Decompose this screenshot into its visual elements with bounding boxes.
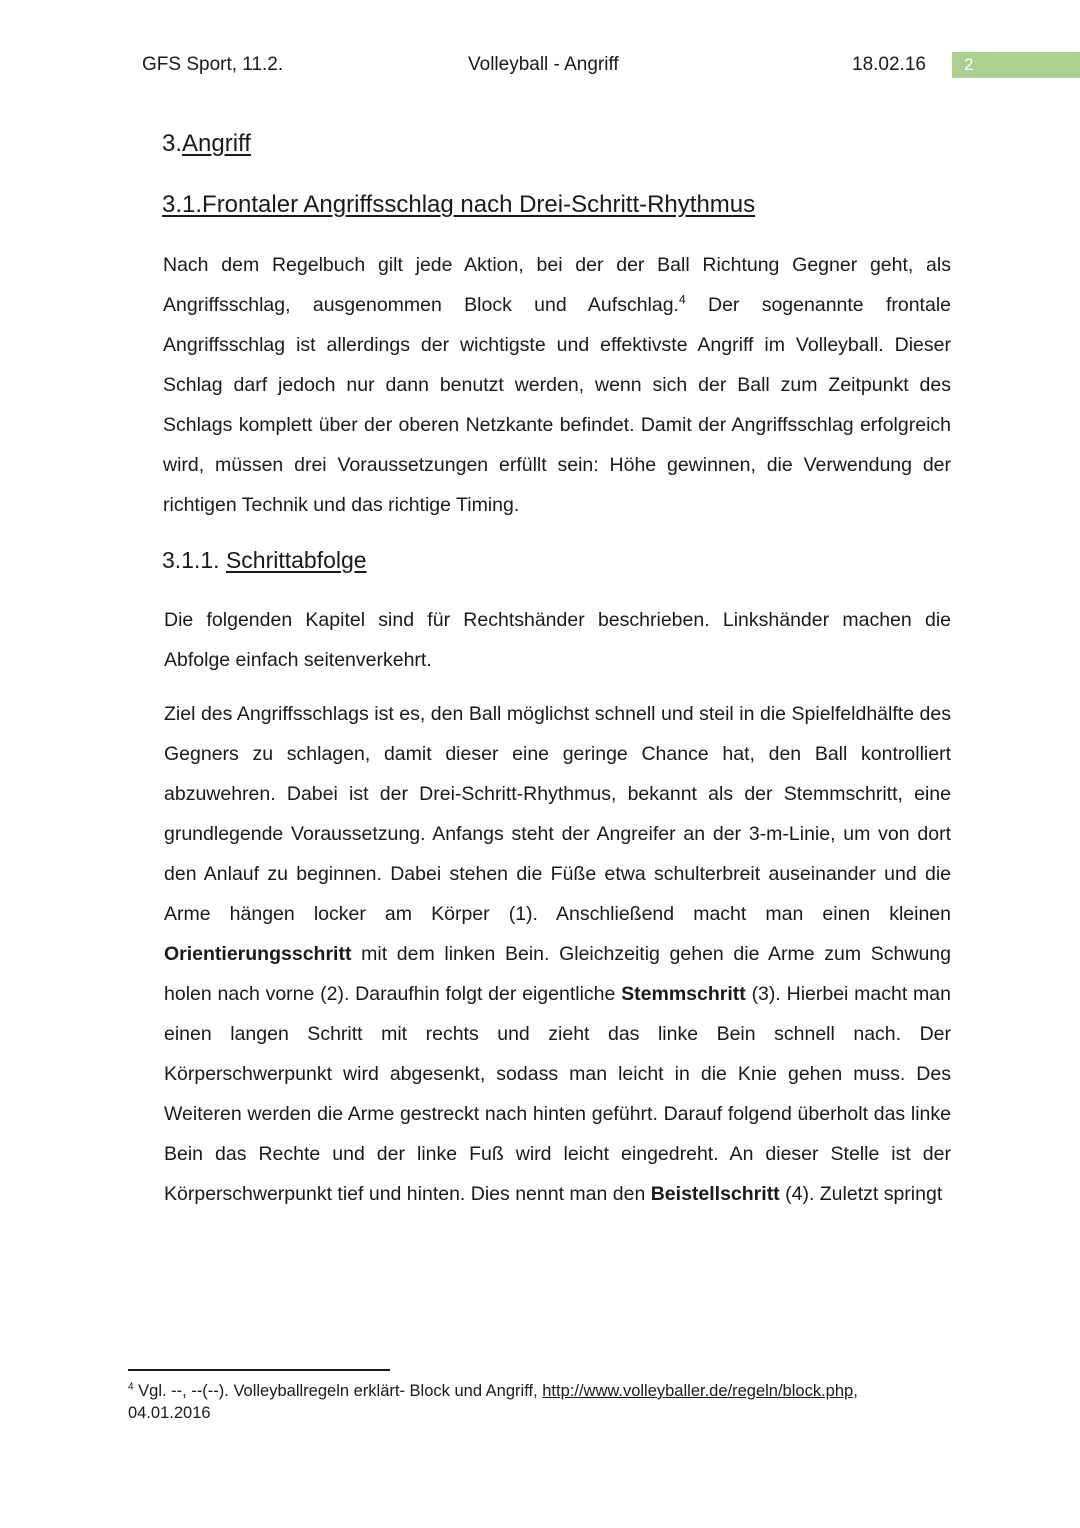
subsubsection-title: Schrittabfolge <box>225 547 367 573</box>
paragraph-text: (4). Zuletzt springt <box>779 1183 943 1205</box>
page-number: 2 <box>964 55 974 74</box>
paragraph-text: mit dem linken Bein. Gleichzeitig gehen die Arme zum Schwung holen nach vorne (2). Daraufhin folgt der eigentliche <box>164 943 951 1005</box>
header-course: GFS Sport, 11.2. <box>142 54 284 75</box>
paragraph-text: Ziel des Angriffsschlags ist es, den Ball möglichst schnell und steil in die Spielfeldhälfte des Gegners zu schlagen, damit dieser eine geringe Chance hat, den Ball kontrolliert abzuwehren. Dabei ist der Drei-Schritt-Rhythmus, bekannt als der Stemmschritt, eine grundlegende Voraussetzung. Anfangs steht der Angreifer an der 3-m-Linie, um von dort den Anlauf zu beginnen. Dabei stehen die Füße etwa schulterbreit auseinander und die Arme hängen locker am Körper (1). Anschließend macht man einen kleinen <box>164 703 951 925</box>
footnote-text: Vgl. --, --(--). Volleyballregeln erklärt- Block und Angriff, <box>133 1382 543 1400</box>
header-title: Volleyball - Angriff <box>468 54 619 75</box>
header-date: 18.02.16 <box>852 54 926 75</box>
footnote-tail: , <box>853 1382 858 1400</box>
paragraph-text: Die folgenden Kapitel sind für Rechtshänder beschrieben. Linkshänder machen die Abfolge einfach seitenverkehrt. <box>164 609 951 671</box>
term-beistellschritt: Beistellschritt <box>650 1183 780 1205</box>
subsection-number: 3.1. <box>162 191 203 218</box>
subsection-title: Frontaler Angriffsschlag nach Drei-Schritt-Rhythmus <box>202 191 756 218</box>
term-stemmschritt: Stemmschritt <box>621 983 746 1005</box>
paragraph-steps <box>164 694 951 1214</box>
term-orientierungsschritt: Orientierungsschritt <box>164 943 352 965</box>
subsection-heading <box>162 191 755 219</box>
section-heading <box>162 130 251 158</box>
footnote-link[interactable]: http://www.volleyballer.de/regeln/block.php <box>542 1382 854 1400</box>
section-title: Angriff <box>182 130 251 157</box>
paragraph-text: (3). Hierbei macht man einen langen Schritt mit rechts und zieht das linke Bein schnell nach. Der Körperschwerpunkt wird abgesenkt, sodass man leicht in die Knie gehen muss. Des Weiteren werden die Arme gestreckt nach hinten geführt. Darauf folgend überholt das linke Bein das Rechte und der linke Fuß wird leicht eingedreht. An dieser Stelle ist der Körperschwerpunkt tief und hinten. Dies nennt man den <box>164 983 951 1205</box>
paragraph-text: Der sogenannte frontale Angriffsschlag ist allerdings der wichtigste und effektivste Angriff im Volleyball. Dieser Schlag darf jedoch nur dann benutzt werden, wenn sich der Ball zum Zeitpunkt des Schlags komplett über der oberen Netzkante befindet. Damit der Angriffsschlag erfolgreich wird, müssen drei Voraussetzungen erfüllt sein: Höhe gewinnen, die Verwendung der richtigen Technik und das richtige Timing. <box>163 294 951 516</box>
section-number: 3. <box>162 130 183 157</box>
paragraph-text: Nach dem Regelbuch gilt jede Aktion, bei der der Ball Richtung Gegner geht, als Angriffsschlag, ausgenommen Block und Aufschlag. <box>163 254 951 316</box>
footnote-separator <box>128 1369 390 1371</box>
footnote-number: 4 <box>128 1381 134 1393</box>
footnote-date: 04.01.2016 <box>128 1404 211 1422</box>
paragraph-intro <box>163 245 951 525</box>
subsubsection-number: 3.1.1. <box>162 547 226 573</box>
footnote <box>128 1380 928 1424</box>
paragraph-handedness <box>164 600 951 680</box>
subsubsection-heading <box>162 547 367 574</box>
page-header <box>0 52 1080 80</box>
page-number-badge <box>952 52 1080 78</box>
footnote-ref: 4 <box>678 292 686 307</box>
